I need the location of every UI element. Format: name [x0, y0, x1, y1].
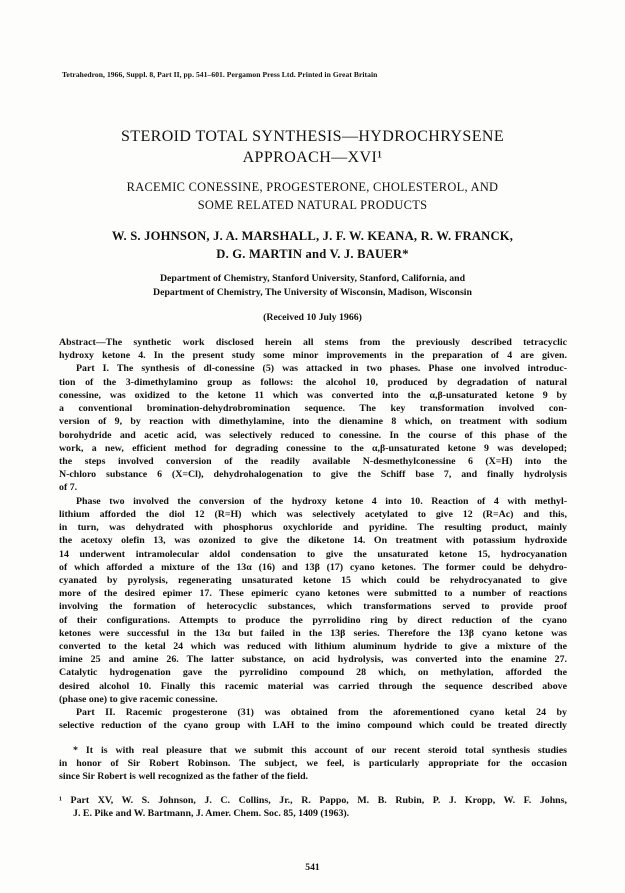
received-date: (Received 10 July 1966) [263, 312, 362, 323]
abstract-line: Part II. Racemic progesterone (31) was obtained from the aforementioned cyano ketal 24 by [76, 707, 567, 719]
abstract-line: Catalytic hydrogenation gave the pyrrolidino compound 28 which, on methylation, afforded the [59, 667, 567, 679]
abstract-line: the steps involved conversion of the readily available N-desmethylconessine 6 (X=H) into the [59, 455, 567, 467]
reference-line: J. E. Pike and W. Bartmann, J. Amer. Chem. Soc. 85, 1409 (1963). [73, 808, 350, 820]
dedication-line: * It is with real pleasure that we submit this account of our recent steroid total synthesis studies [73, 745, 567, 756]
article-title-line-2: APPROACH—XVI¹ [242, 149, 383, 166]
abstract-line: (phase one) to give racemic conessine. [59, 693, 218, 705]
abstract-line: Part I. The synthesis of dl-conessine (5) was attacked in two phases. Phase one involved introduc- [76, 363, 567, 375]
abstract-line: imine 25 and amine 26. The latter substance, on acid hydrolysis, was converted into the enamine 27. [59, 654, 567, 666]
abstract-line: desired alcohol 10. Finally this racemic material was carried through the sequence described above [59, 680, 567, 692]
abstract-line: N-chloro substance 6 (X=Cl), dehydrohalogenation to give the Schiff base 7, and finally hydrolysis [59, 469, 567, 481]
affiliation-line-1: Department of Chemistry, Stanford University, Stanford, California, and [159, 273, 466, 284]
abstract-line: a conventional bromination-dehydrobromination sequence. The key transformation involved con- [59, 403, 567, 415]
abstract-line: the acetoxy olefin 13, was ozonized to give the diketone 14. On treatment with potassium hydroxide [59, 535, 567, 547]
abstract [59, 336, 567, 733]
reference-line: ¹ Part XV, W. S. Johnson, J. C. Collins, Jr., R. Pappo, M. B. Rubin, P. J. Kropp, W. F. Johns, [59, 795, 567, 806]
page-number: 541 [305, 862, 320, 873]
abstract-line: Phase two involved the conversion of the hydroxy ketone 4 into 10. Reaction of 4 with methyl- [76, 495, 567, 507]
abstract-line: in turn, was dehydrated with phosphorus oxychloride and pyridine. The resulting product, mainly [59, 522, 567, 534]
abstract-line: conessine, was oxidized to the ketone 11 which was converted into the α,β-unsaturated ketone 9 by [59, 389, 567, 401]
dedication-line: since Sir Robert is well recognized as the father of the field. [59, 771, 309, 783]
journal-citation: Tetrahedron, 1966, Suppl. 8, Part II, pp. 541–601. Pergamon Press Ltd. Printed in Great Britain [62, 70, 378, 79]
authors-line-1: W. S. JOHNSON, J. A. MARSHALL, J. F. W. KEANA, R. W. FRANCK, [111, 229, 514, 243]
abstract-line: 14 underwent intramolecular aldol condensation to give the unsaturated ketone 15, hydrocyanation [59, 548, 567, 560]
article-subtitle-line-2: SOME RELATED NATURAL PRODUCTS [197, 198, 428, 212]
dedication-line: in honor of Sir Robert Robinson. The subject, we feel, is particularly appropriate for the occasion [59, 758, 567, 770]
abstract-line: hydroxy ketone 4. In the present study some minor improvements in the preparation of 4 are given. [59, 350, 567, 362]
abstract-line: converted to the ketal 24 which was reduced with lithium aluminum hydride to give a mixture of the [59, 641, 567, 653]
abstract-line: cyanated by pyrolysis, regenerating unsaturated ketone 15 which could be rehydrocyanated to give [59, 574, 567, 586]
abstract-line: of which afforded a mixture of the 13α (16) and 13β (17) cyano ketones. The former could be dehydro- [59, 561, 567, 573]
authors-line-2: D. G. MARTIN and V. J. BAUER* [216, 247, 409, 261]
dedication-footnote [59, 744, 567, 784]
abstract-line: involving the formation of heterocyclic substances, which transformations served to provide proof [59, 601, 567, 613]
abstract-line: version of 9, by reaction with dimethylamine, into the dienamine 8 which, on treatment with sodium [59, 416, 567, 428]
affiliation-line-2: Department of Chemistry, The University of Wisconsin, Madison, Wisconsin [153, 287, 472, 298]
abstract-line: of their configurations. Attempts to produce the pyrrolidino ring by direct reduction of the cyano [59, 614, 567, 626]
abstract-line: more of the desired epimer 17. These epimeric cyano ketones were submitted to a number of reactions [59, 588, 567, 600]
abstract-line: ketones were successful in the 13α but failed in the 13β series. Therefore the 13β cyano ketone was [59, 627, 567, 639]
abstract-line: Abstract—The synthetic work disclosed herein all stems from the previously described tetracyclic [59, 337, 567, 348]
abstract-line: selective reduction of the cyano group with LAH to the imino compound which could be treated directly [59, 720, 567, 732]
reference-footnote-1 [59, 794, 567, 820]
abstract-line: lithium afforded the diol 12 (R=H) which was selectively acetylated to give 12 (R=Ac) and this, [59, 508, 567, 520]
abstract-line: of 7. [59, 482, 78, 494]
abstract-line: work, a new, efficient method for degrading conessine to the α,β-unsaturated ketone 9 was developed; [59, 442, 567, 454]
article-title-line-1: STEROID TOTAL SYNTHESIS—HYDROCHRYSENE [120, 128, 505, 145]
article-subtitle-line-1: RACEMIC CONESSINE, PROGESTERONE, CHOLESTEROL, AND [126, 180, 499, 194]
abstract-line: borohydride and acetic acid, was selectively reduced to conessine. In the course of this phase of the [59, 429, 567, 441]
abstract-line: tion of the 3-dimethylamino group as follows: the alcohol 10, produced by degradation of natural [59, 376, 567, 388]
